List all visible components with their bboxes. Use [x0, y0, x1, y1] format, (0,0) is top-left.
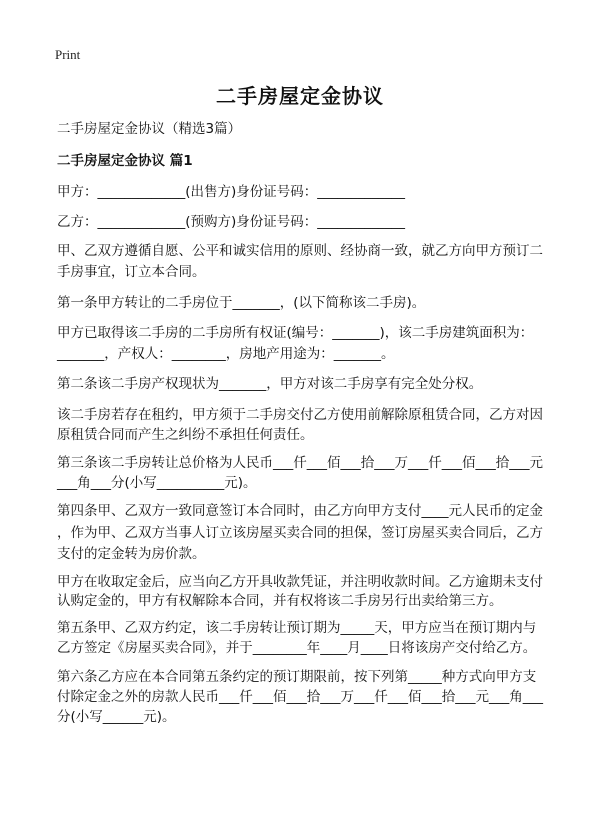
- section-heading: 二手房屋定金协议 篇1: [57, 153, 193, 169]
- paragraph-line: 分(小写______元)。: [57, 709, 176, 725]
- paragraph-line: ___角___分(小写__________元)。: [57, 475, 257, 491]
- paragraph-line: 付除定金之外的房款人民币___仟___佰___拾___万___仟___佰___拾___元___角___: [57, 689, 543, 705]
- party-b-line: 乙方：_____________(预购方)身份证号码：_____________: [57, 214, 406, 230]
- paragraph-line: 甲、乙双方遵循自愿、公平和诚实信用的原则、经协商一致，就乙方向甲方预订二: [57, 243, 543, 259]
- party-a-line: 甲方：_____________(出售方)身份证号码：_____________: [57, 184, 406, 200]
- paragraph-line: 乙方签定《房屋买卖合同》，并于________年____月____日将该房产交付给乙方。: [57, 640, 537, 656]
- paragraph-line: 第五条甲、乙双方约定，该二手房转让预订期为_____天，甲方应当在预订期内与: [57, 620, 537, 636]
- document-subtitle: 二手房屋定金协议（精选3篇）: [57, 121, 242, 137]
- paragraph-line: 原租赁合同而产生之纠纷不承担任何责任。: [57, 427, 314, 443]
- print-label: Print: [55, 47, 81, 62]
- paragraph-line: _______，产权人：________，房地产用途为：_______。: [57, 346, 395, 362]
- paragraph-line: 第六条乙方应在本合同第五条约定的预订期限前，按下列第_____种方式向甲方支: [57, 669, 537, 685]
- paragraph-line: 认购定金的，甲方有权解除本合同，并有权将该二手房另行出卖给第三方。: [57, 593, 503, 609]
- paragraph-line: 该二手房若存在租约，甲方须于二手房交付乙方使用前解除原租赁合同，乙方对因: [57, 407, 543, 423]
- paragraph-line: 支付的定金转为房价款。: [57, 546, 206, 562]
- paragraph-line: 第三条该二手房转让总价格为人民币___仟___佰___拾___万___仟___佰___拾___元: [57, 455, 543, 471]
- paragraph-line: ，作为甲、乙双方当事人订立该房屋买卖合同的担保，签订房屋买卖合同后，乙方: [57, 525, 543, 541]
- paragraph-line: 第一条甲方转让的二手房位于_______，(以下简称该二手房)。: [57, 295, 426, 311]
- paragraph-line: 第二条该二手房产权现状为_______，甲方对该二手房享有完全处分权。: [57, 376, 483, 392]
- paragraph-line: 甲方已取得该二手房的二手房所有权证(编号：_______)，该二手房建筑面积为：: [57, 325, 534, 341]
- paragraph-line: 第四条甲、乙双方一致同意签订本合同时，由乙方向甲方支付____元人民币的定金: [57, 503, 543, 519]
- paragraph-line: 手房事宜，订立本合同。: [57, 264, 206, 280]
- document-title: 二手房屋定金协议: [216, 84, 384, 108]
- paragraph-line: 甲方在收取定金后，应当向乙方开具收款凭证，并注明收款时间。乙方逾期未支付: [57, 574, 543, 590]
